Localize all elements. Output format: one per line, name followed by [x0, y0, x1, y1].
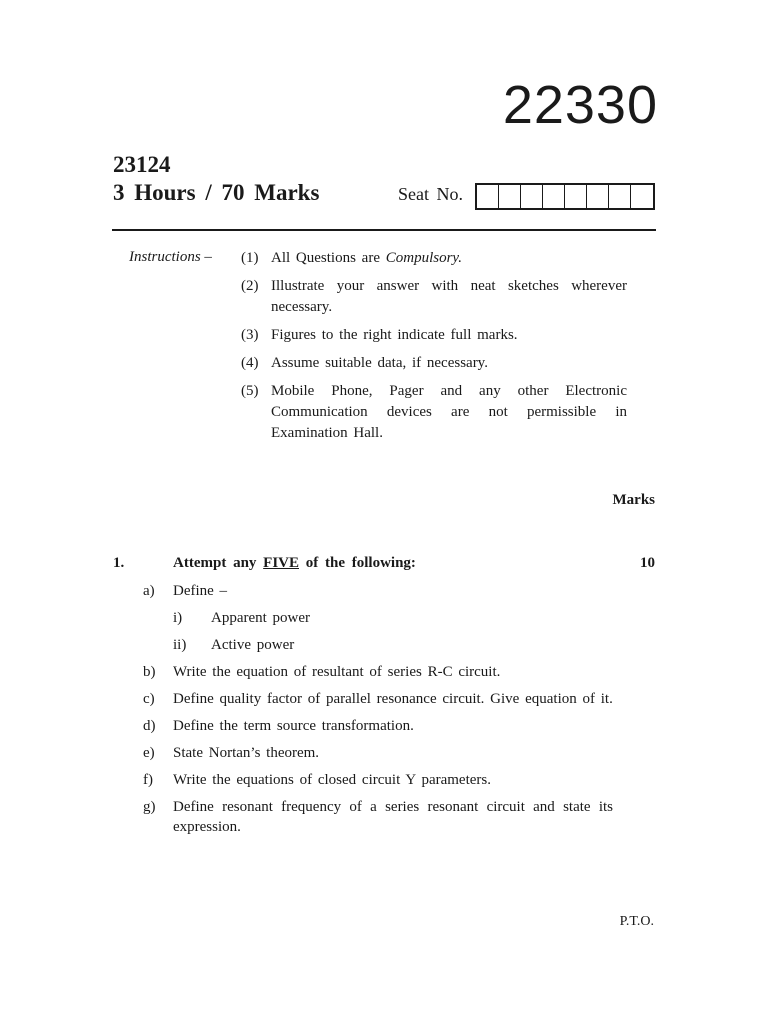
seat-number-box — [477, 185, 499, 208]
instruction-text: Illustrate your answer with neat sketches wherever necessary. — [271, 278, 627, 315]
question-part — [143, 743, 613, 763]
seat-number-box — [631, 185, 653, 208]
sub-part-number: ii) — [173, 637, 187, 653]
instruction-number: (5) — [241, 383, 259, 399]
instruction-text-main: All Questions are — [271, 250, 386, 266]
part-text: Define quality factor of parallel resonance circuit. Give equation of it. — [173, 691, 613, 707]
question-title-end: of the following: — [299, 555, 416, 571]
sub-part-text: Apparent power — [211, 610, 311, 626]
instruction-item — [241, 381, 627, 444]
seat-number-box — [609, 185, 631, 208]
part-text: Define resonant frequency of a series resonant circuit and state its expression. — [173, 799, 613, 835]
question-marks: 10 — [640, 555, 655, 571]
question-part — [143, 716, 613, 736]
instruction-item — [241, 325, 627, 346]
seat-number-label: Seat No. — [398, 184, 463, 204]
question-parts — [143, 581, 613, 844]
instruction-number: (3) — [241, 327, 259, 343]
seat-number-box — [543, 185, 565, 208]
question-part — [143, 770, 613, 790]
instruction-text: Figures to the right indicate full marks. — [271, 327, 518, 343]
part-letter: e) — [143, 745, 155, 761]
seat-number-box — [587, 185, 609, 208]
part-letter: d) — [143, 718, 156, 734]
part-text: Define – — [173, 583, 228, 599]
instruction-text: Assume suitable data, if necessary. — [271, 355, 488, 371]
header-divider — [112, 229, 656, 231]
instructions-label: Instructions – — [129, 249, 212, 265]
part-letter: a) — [143, 583, 155, 599]
part-letter: b) — [143, 664, 156, 680]
exam-duration-marks: 3 Hours / 70 Marks — [113, 180, 320, 205]
instruction-item — [241, 276, 627, 318]
part-body — [173, 581, 613, 655]
please-turn-over: P.T.O. — [619, 914, 654, 929]
seat-number-box — [521, 185, 543, 208]
question-title-underlined: FIVE — [263, 555, 299, 571]
sub-part-text: Active power — [211, 637, 295, 653]
question-part — [143, 662, 613, 682]
sub-part-number: i) — [173, 610, 183, 626]
instruction-number: (2) — [241, 278, 259, 294]
part-text: Define the term source transformation. — [173, 718, 414, 734]
marks-column-heading: Marks — [612, 492, 655, 508]
question-part — [143, 581, 613, 655]
question-title-start: Attempt any — [173, 555, 264, 571]
question-part — [143, 689, 613, 709]
instruction-text-emphasis: Compulsory. — [385, 250, 462, 266]
part-letter: f) — [143, 772, 153, 788]
question-part — [143, 797, 613, 837]
part-letter: c) — [143, 691, 155, 707]
sub-part — [173, 608, 613, 628]
part-text: Write the equation of resultant of series R-C circuit. — [173, 664, 501, 680]
question-number: 1. — [113, 555, 125, 571]
instructions-list — [241, 248, 627, 451]
instruction-item — [241, 353, 627, 374]
part-text: Write the equations of closed circuit Y parameters. — [173, 772, 491, 788]
question-title — [173, 555, 416, 572]
seat-number-box — [565, 185, 587, 208]
instruction-text: Mobile Phone, Pager and any other Electronic Communication devices are not permissible in Examination Hall. — [271, 383, 627, 441]
sub-part — [173, 635, 613, 655]
instruction-item — [241, 248, 627, 269]
subject-code: 23124 — [113, 152, 171, 177]
seat-number-box — [499, 185, 521, 208]
part-text: State Nortan’s theorem. — [173, 745, 320, 761]
paper-code: 22330 — [502, 75, 658, 135]
seat-number-boxes — [475, 183, 655, 210]
instruction-number: (1) — [241, 250, 259, 266]
instruction-number: (4) — [241, 355, 259, 371]
part-letter: g) — [143, 799, 156, 815]
instruction-text — [271, 248, 627, 269]
